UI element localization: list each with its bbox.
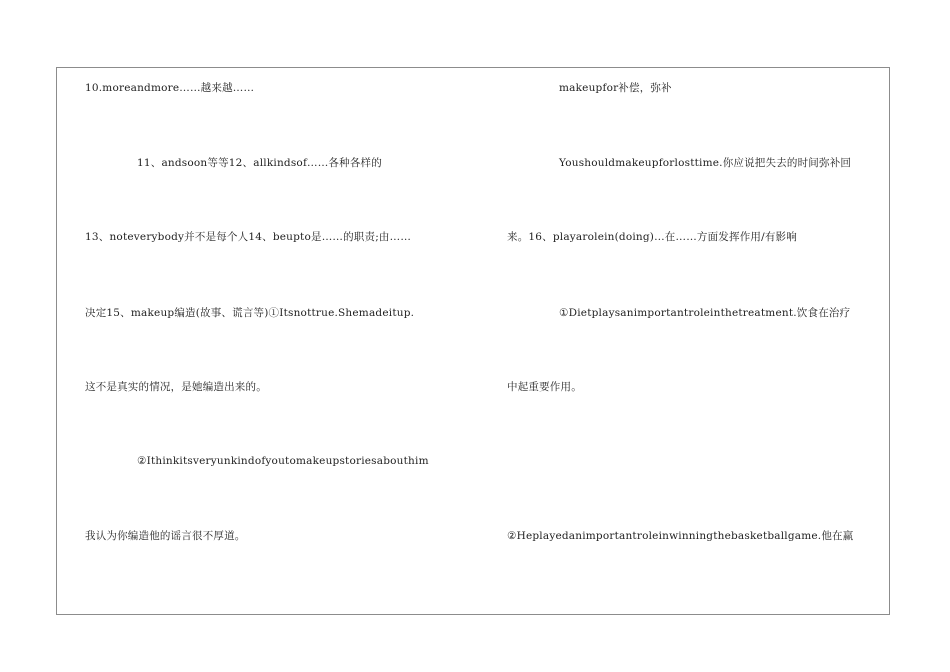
text-line: 10.moreandmore……越来越…… <box>85 82 255 94</box>
text-line: 这不是真实的情况，是她编造出来的。 <box>85 381 267 393</box>
text-line: 来。16、playarolein(doing)…在……方面发挥作用/有影响 <box>507 231 797 243</box>
text-line: Youshouldmakeupforlosttime.你应说把失去的时间弥补回 <box>559 157 852 169</box>
text-line: makeupfor补偿，弥补 <box>559 82 672 94</box>
left-column <box>57 68 474 614</box>
text-line: 决定15、makeup编造(故事、谎言等)①Itsnottrue.Shemadeitup. <box>85 307 415 319</box>
text-line: 13、noteverybody并不是每个人14、beupto是……的职责;由…… <box>85 231 412 243</box>
text-line: 11、andsoon等等12、allkindsof……各种各样的 <box>137 157 382 169</box>
text-line: ②Heplayedanimportantroleinwinningthebasketballgame.他在赢 <box>507 530 854 542</box>
text-line: 中起重要作用。 <box>507 381 582 393</box>
right-column <box>474 68 891 614</box>
text-line: 我认为你编造他的谣言很不厚道。 <box>85 530 246 542</box>
text-line: ①Dietplaysanimportantroleinthetreatment.饮食在治疗 <box>559 307 851 319</box>
text-line: ②Ithinkitsveryunkindofyoutomakeupstoriesabouthim <box>137 455 429 467</box>
document-frame <box>56 67 890 615</box>
